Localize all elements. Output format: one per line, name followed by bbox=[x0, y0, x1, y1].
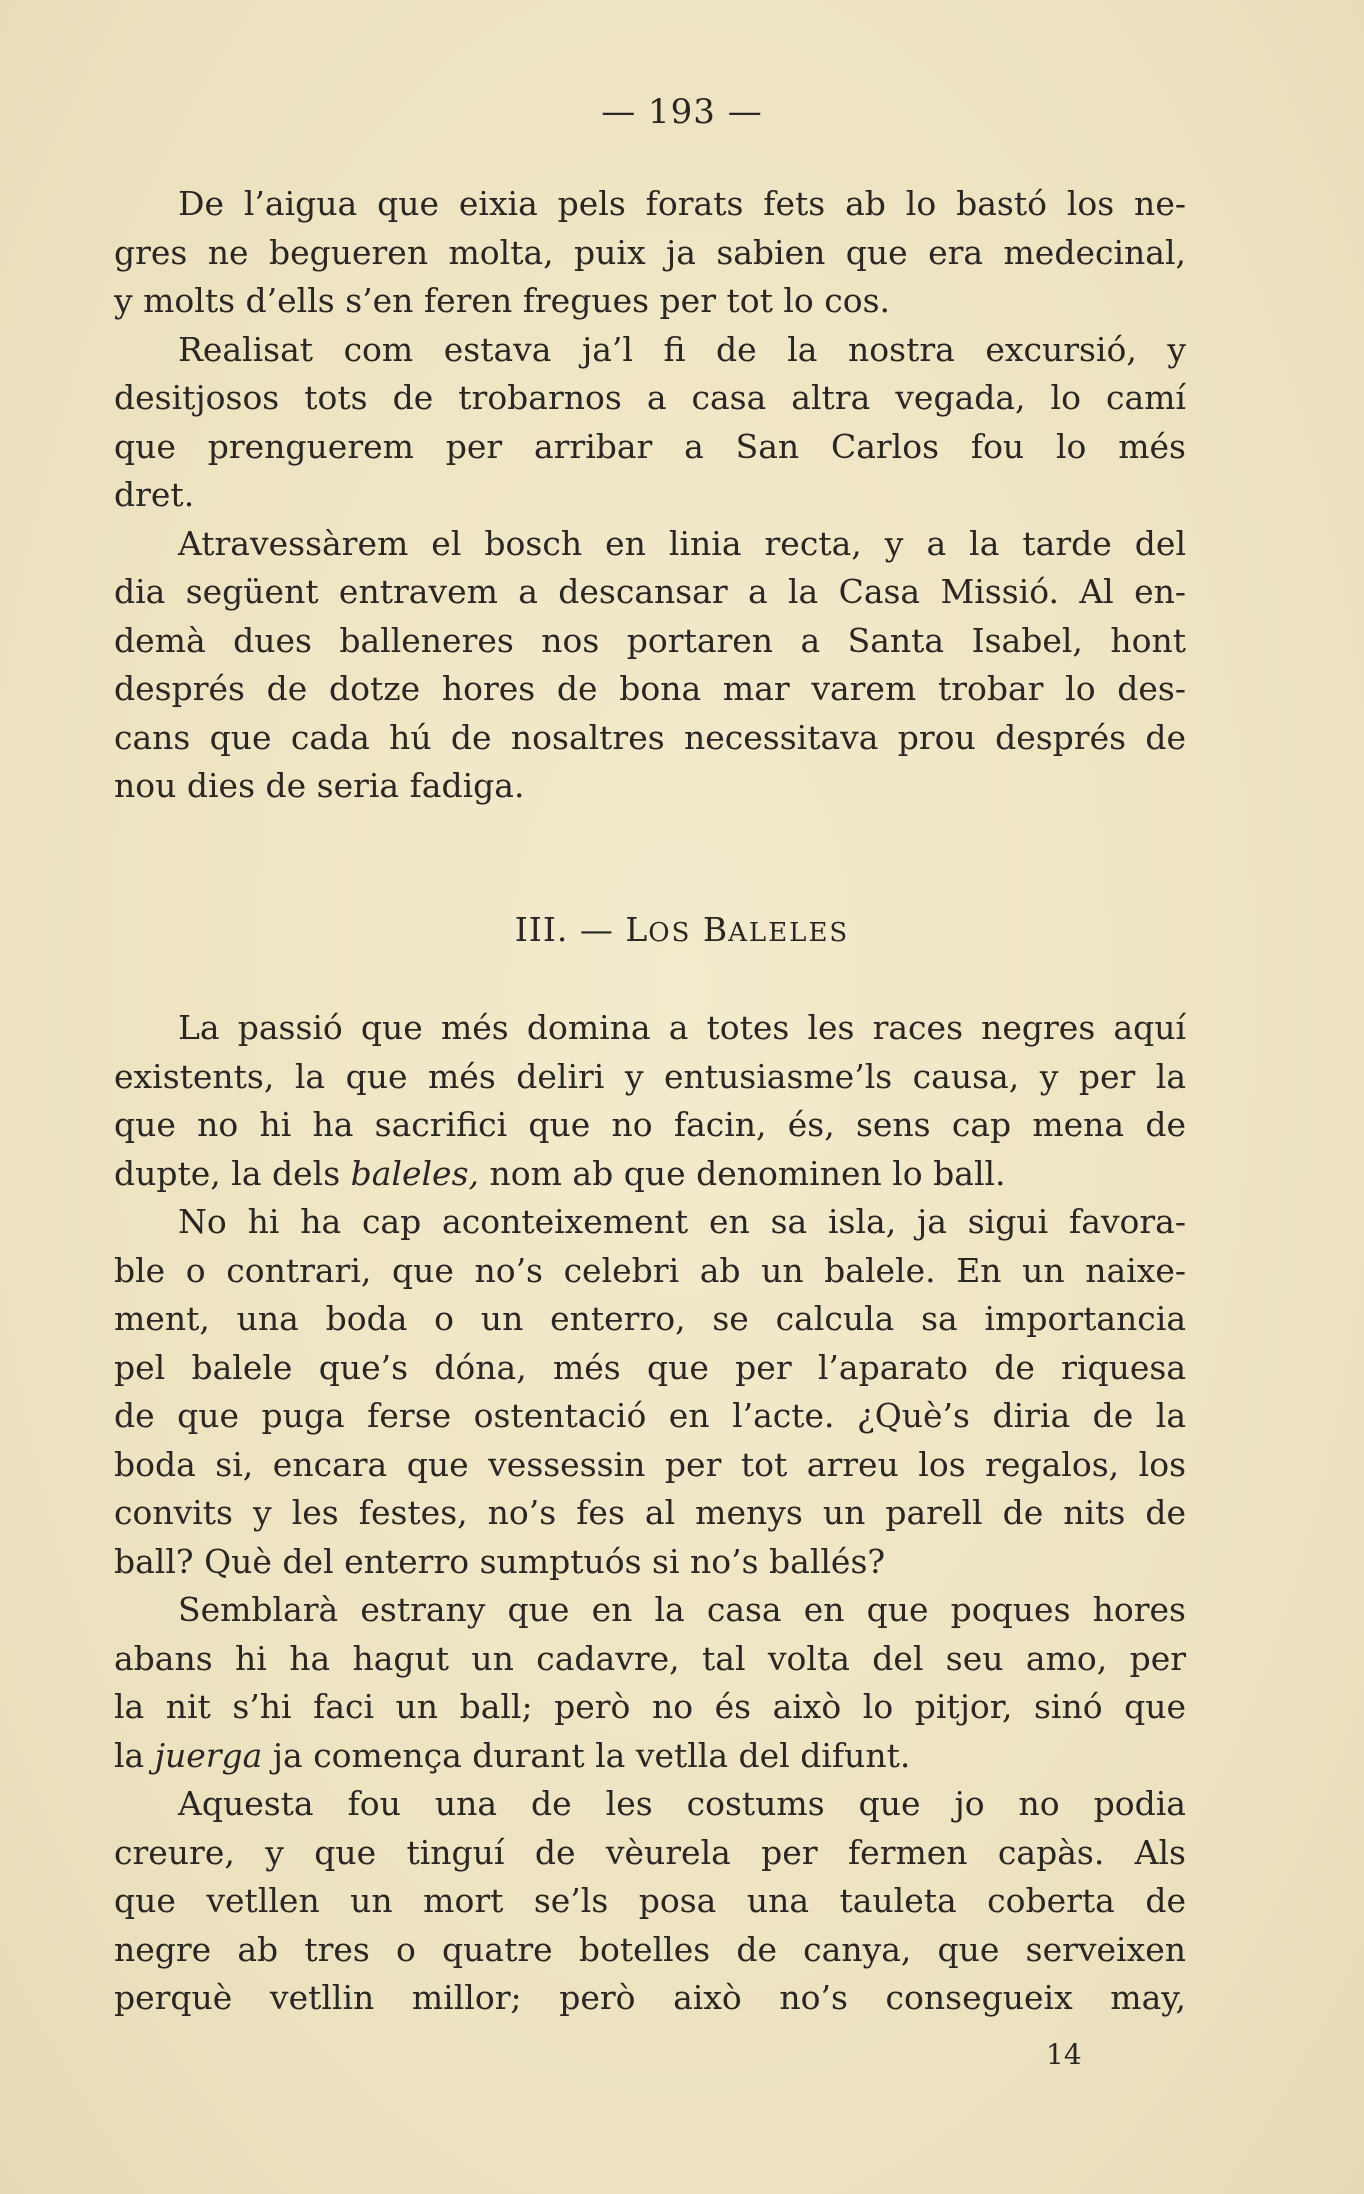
text-line: creure, y que tinguí de vèurela per fermen capàs. Als bbox=[114, 1832, 1186, 1872]
text-line: nou dies de seria fadiga. bbox=[114, 766, 525, 805]
text-line: gres ne begueren molta, puix ja sabien que era medecinal, bbox=[114, 232, 1186, 272]
text-line: Aquesta fou una de les costums que jo no podia bbox=[178, 1784, 1186, 1823]
text-line: ball? Què del enterro sumptuós si no’s ballés? bbox=[114, 1541, 886, 1581]
text-line: abans hi ha hagut un cadavre, tal volta del seu amo, per bbox=[114, 1638, 1186, 1678]
text-line: De l’aigua que eixia pels forats fets ab lo bastó los ne- bbox=[178, 184, 1186, 223]
text-line: després de dotze hores de bona mar varem trobar lo des- bbox=[114, 669, 1186, 708]
text-line: dret. bbox=[114, 475, 195, 514]
text-line: que vetllen un mort se’ls posa una tauleta coberta de bbox=[114, 1881, 1186, 1920]
section-title-rest2: ALELES bbox=[728, 918, 850, 948]
section-title-cap1: L bbox=[625, 910, 649, 949]
text-line: que prenguerem per arribar a San Carlos fou lo més bbox=[114, 426, 1186, 466]
section-heading bbox=[0, 910, 1364, 949]
text-block-1 bbox=[114, 180, 1186, 811]
section-title-cap2: B bbox=[702, 910, 729, 949]
text-line: No hi ha cap aconteixement en sa isla, ja sigui favora- bbox=[178, 1202, 1186, 1241]
text-block-2 bbox=[114, 1004, 1186, 2023]
italic-term: baleles, bbox=[350, 1153, 480, 1193]
text-line: Realisat com estava ja’l fi de la nostra excursió, y bbox=[178, 329, 1186, 369]
text-line: Semblarà estrany que en la casa en que poques hores bbox=[178, 1590, 1186, 1629]
text-segment: dupte, la dels bbox=[114, 1153, 351, 1193]
italic-term: juerga bbox=[154, 1735, 263, 1775]
text-segment: nom ab que denominen lo ball. bbox=[479, 1153, 1006, 1193]
section-title-rest1: OS bbox=[648, 918, 692, 948]
text-line: negre ab tres o quatre botelles de canya, que serveixen bbox=[114, 1929, 1186, 1969]
text-line: desitjosos tots de trobarnos a casa altra vegada, lo camí bbox=[114, 378, 1186, 417]
section-numeral: III. — bbox=[514, 910, 626, 949]
text-line: la nit s’hi faci un ball; però no és això lo pitjor, sinó que bbox=[114, 1687, 1186, 1726]
page-number: — 193 — bbox=[601, 92, 763, 132]
text-segment: la bbox=[114, 1735, 155, 1775]
text-line: cans que cada hú de nosaltres necessitava prou després de bbox=[114, 717, 1186, 757]
text-line: demà dues balleneres nos portaren a Santa Isabel, hont bbox=[114, 620, 1186, 660]
text-line: La passió que més domina a totes les races negres aquí bbox=[178, 1008, 1186, 1047]
text-line: dia següent entravem a descansar a la Casa Missió. Al en- bbox=[114, 572, 1186, 611]
text-line: convits y les festes, no’s fes al menys un parell de nits de bbox=[114, 1493, 1186, 1532]
text-line: perquè vetllin millor; però això no’s consegueix may, bbox=[114, 1978, 1186, 2017]
text-line: que no hi ha sacrifici que no facin, és, sens cap mena de bbox=[114, 1105, 1186, 1144]
text-line bbox=[114, 1732, 1186, 1781]
text-line: boda si, encara que vessessin per tot arreu los regalos, los bbox=[114, 1444, 1186, 1484]
text-line: ble o contrari, que no’s celebri ab un balele. En un naixe- bbox=[114, 1250, 1186, 1290]
text-segment: ja comença durant la vetlla del difunt. bbox=[262, 1735, 911, 1775]
text-line: pel balele que’s dóna, més que per l’aparato de riquesa bbox=[114, 1347, 1186, 1387]
text-line: Atravessàrem el bosch en linia recta, y a la tarde del bbox=[178, 523, 1186, 563]
signature-mark: 14 bbox=[1046, 2038, 1082, 2071]
text-line: ment, una boda o un enterro, se calcula sa importancia bbox=[114, 1299, 1186, 1338]
text-line: existents, la que més deliri y entusiasme’ls causa, y per la bbox=[114, 1056, 1186, 1096]
text-line: de que puga ferse ostentació en l’acte. ¿Què’s diria de la bbox=[114, 1396, 1186, 1435]
text-line bbox=[114, 1150, 1186, 1199]
text-line: y molts d’ells s’en feren fregues per tot lo cos. bbox=[114, 281, 891, 320]
